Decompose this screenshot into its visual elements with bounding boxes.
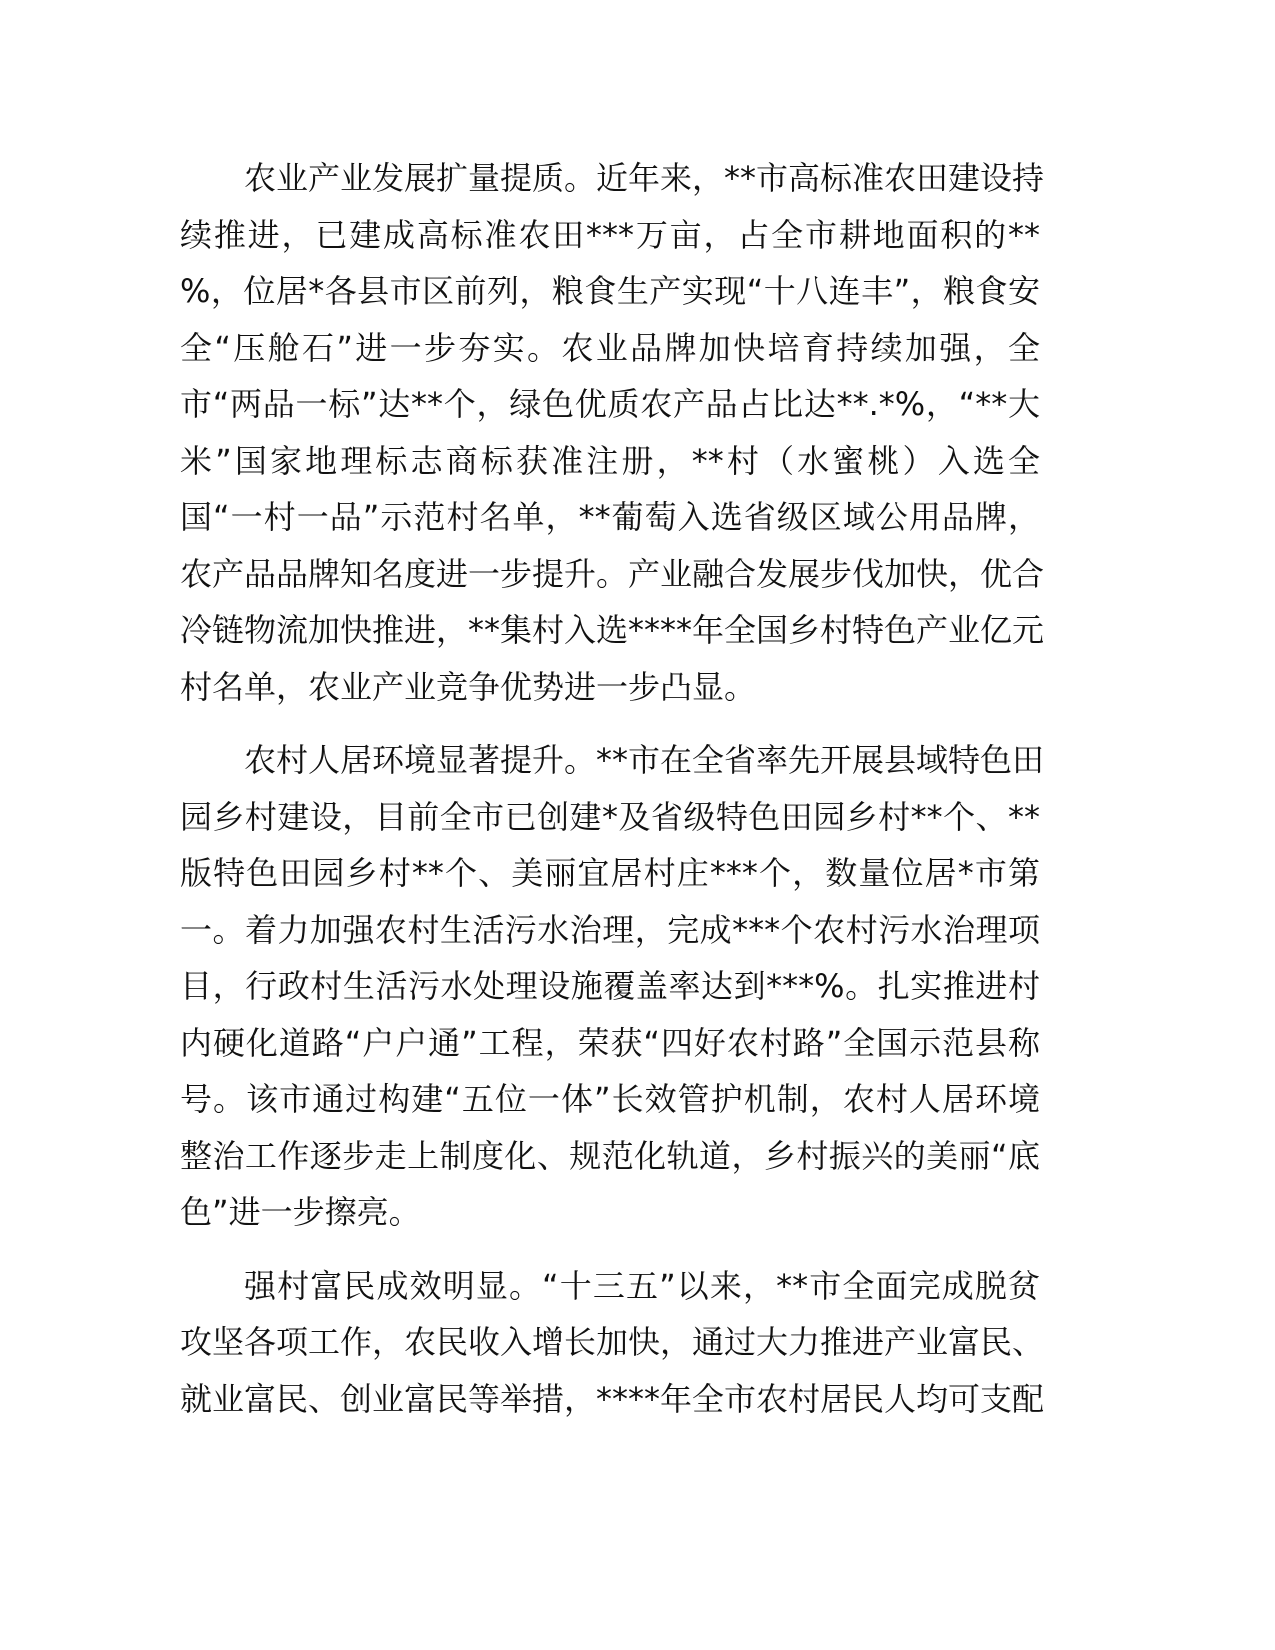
text-line: 全“压舱石”进一步夯实。农业品牌加快培育持续加强，全 [180, 328, 1040, 367]
text-line: 攻坚各项工作，农民收入增长加快，通过大力推进产业富民、 [180, 1323, 1045, 1361]
document-body [180, 150, 1045, 1444]
text-line: 村名单，农业产业竞争优势进一步凸显。 [180, 667, 757, 706]
text-line: 市“两品一标”达**个，绿色优质农产品占比达**.*%，“**大 [180, 385, 1040, 423]
text-line: 园乡村建设，目前全市已创建*及省级特色田园乡村**个、** [180, 797, 1040, 836]
text-line: 农村人居环境显著提升。**市在全省率先开展县域特色田 [244, 741, 1045, 779]
paragraph-rural-environment [180, 732, 1045, 1241]
text-line: 农产品品牌知名度进一步提升。产业融合发展步伐加快，优合 [180, 554, 1045, 593]
text-line: 一。着力加强农村生活污水治理，完成***个农村污水治理项 [180, 910, 1040, 949]
text-line: 内硬化道路“户户通”工程，荣获“四好农村路”全国示范县称 [180, 1023, 1040, 1062]
paragraph-agriculture-industry [180, 150, 1045, 715]
text-line: 整治工作逐步走上制度化、规范化轨道，乡村振兴的美丽“底 [180, 1136, 1040, 1175]
text-line: 强村富民成效明显。“十三五”以来，**市全面完成脱贫 [244, 1266, 1040, 1305]
text-line: 号。该市通过构建“五位一体”长效管护机制，农村人居环境 [180, 1080, 1040, 1118]
text-line: %，位居*各县市区前列，粮食生产实现“十八连丰”，粮食安 [180, 272, 1040, 310]
text-line: 国“一村一品”示范村名单，**葡萄入选省级区域公用品牌， [180, 498, 1040, 536]
text-line: 色”进一步擦亮。 [180, 1193, 421, 1231]
text-line: 冷链物流加快推进，**集村入选****年全国乡村特色产业亿元 [180, 611, 1045, 649]
text-line: 就业富民、创业富民等举措，****年全市农村居民人均可支配 [180, 1379, 1045, 1418]
text-line: 目，行政村生活污水处理设施覆盖率达到***%。扎实推进村 [180, 967, 1040, 1005]
text-line: 版特色田园乡村**个、美丽宜居村庄***个，数量位居*市第 [180, 854, 1040, 892]
text-line: 米”国家地理标志商标获准注册，**村（水蜜桃）入选全 [180, 441, 1040, 480]
text-line: 续推进，已建成高标准农田***万亩，占全市耕地面积的** [180, 215, 1040, 254]
paragraph-village-prosperity [180, 1258, 1045, 1428]
text-line: 农业产业发展扩量提质。近年来，**市高标准农田建设持 [244, 159, 1045, 197]
